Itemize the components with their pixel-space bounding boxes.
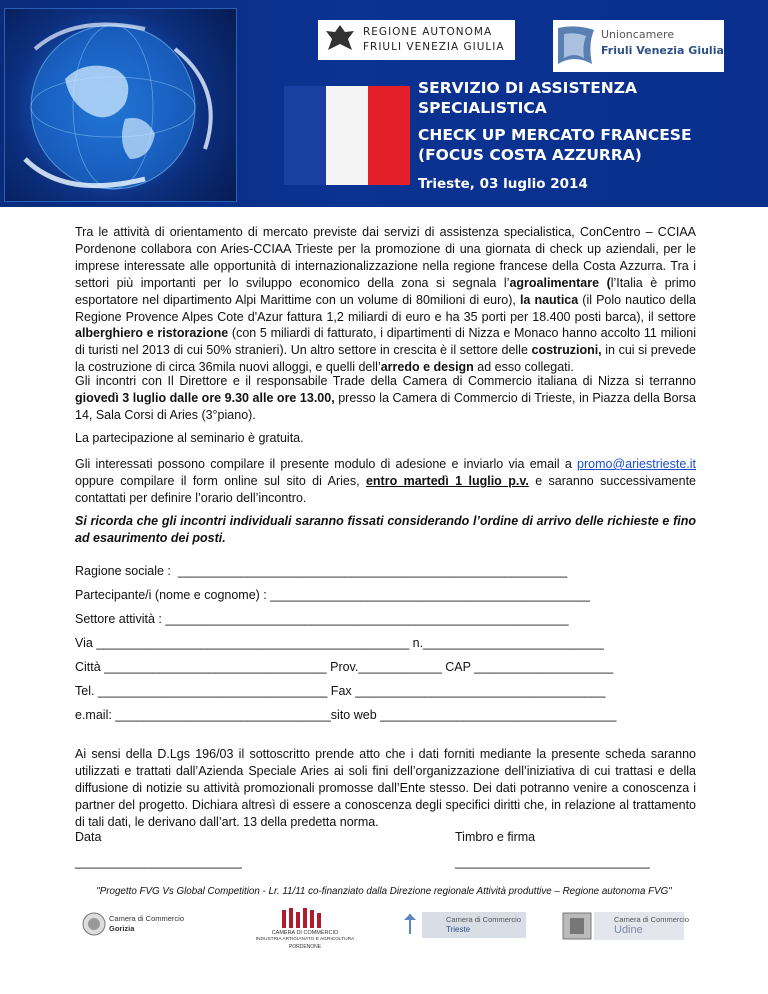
logo-cc-gorizia: Camera di Commercio Gorizia — [82, 911, 172, 937]
unioncamere-emblem-icon — [556, 24, 596, 68]
free-participation-text: La partecipazione al seminario è gratuita. — [75, 431, 304, 445]
field-settore[interactable]: Settore attività : __________________________________________________________ — [75, 612, 569, 626]
field-tel[interactable]: Tel. _________________________________ Fax ____________________________________ — [75, 684, 606, 698]
title-line-3: CHECK UP MERCATO FRANCESE — [418, 126, 692, 144]
gorizia-seal-icon — [82, 912, 106, 936]
pordenone-bars-icon — [282, 908, 326, 928]
email-link[interactable]: promo@ariestrieste.it — [577, 457, 696, 471]
udine-coat-icon — [562, 912, 592, 940]
title-line-4: (FOCUS COSTA AZZURRA) — [418, 146, 642, 164]
trieste-halberd-icon — [400, 912, 420, 936]
field-ragione-sociale[interactable]: Ragione sociale : ________________________________________________________ — [75, 564, 568, 578]
globe-image — [4, 8, 237, 202]
logo-cc-pordenone: CAMERA DI COMMERCIO INDUSTRIA ARTIGIANATO E AGRICOLTURA PORDENONE — [250, 908, 360, 954]
logo-fvg-line1: REGIONE AUTONOMA — [363, 26, 493, 38]
privacy-paragraph: Ai sensi della D.Lgs 196/03 il sottoscritto prende atto che i dati forniti mediante la presente scheda saranno utilizzati e trattati dall’Azienda Speciale Aries ai soli fini dell’organizzazione dell’iniziativa di cui trattasi e della diffusione di notizie su attività promozionali promosse dall’Ente stesso. Dei dati potranno venire a conoscenza i partner del progetto. Dichiara altresì di essere a conoscenza degli specifici diritti che, in relazione al trattamento di tali dati, le derivano dall’art. 13 della predetta norma. — [75, 747, 696, 829]
date-line[interactable]: ________________________ — [75, 855, 242, 869]
signature-label: Timbro e firma — [455, 830, 536, 844]
logo-cc-udine: Camera di Commercio Udine — [562, 912, 686, 942]
logo-uc-line1: Unioncamere — [601, 28, 675, 41]
logo-regione-fvg — [318, 20, 515, 60]
deadline-text: entro martedì 1 luglio p.v. — [365, 473, 529, 488]
logo-uc-line2: Friuli Venezia Giulia — [601, 44, 724, 57]
eagle-icon — [322, 22, 358, 58]
header-banner — [0, 0, 768, 207]
field-partecipante[interactable]: Partecipante/i (nome e cognome) : ______________________________________________ — [75, 588, 591, 602]
field-via[interactable]: Via _____________________________________________ n.__________________________ — [75, 636, 604, 650]
field-email[interactable]: e.mail: _______________________________sito web __________________________________ — [75, 708, 617, 722]
logo-cc-trieste: Camera di Commercio Trieste — [400, 912, 530, 940]
meeting-paragraph: Gli incontri con Il Direttore e il responsabile Trade della Camera di Commercio italiana di Nizza si terranno giovedì 3 luglio dalle ore 9.30 alle ore 13.00, presso la Camera di Commercio di Trieste, in Piazza della Borsa 14, Sala Corsi di Aries (3°piano). — [75, 374, 696, 422]
field-citta[interactable]: Città ________________________________ Prov.____________ CAP ____________________ — [75, 660, 614, 674]
intro-paragraph: Tra le attività di orientamento di mercato previste dai servizi di assistenza specialistica, ConCentro – CCIAA Pordenone collabora con Aries-CCIAA Trieste per la promozione di una giornata di check up aziendali, per le imprese interessate alle opportunità di internazionalizzazione nella regione francese della Costa Azzurra. Tra i settori più importanti per lo sviluppo economico della zona si segnala l’agroalimentare (l’Italia è primo esportatore nel dipartimento Alpi Marittime con un volume di 80milioni di euro), la nautica (il Polo nautico della Regione Provence Alpes Cote d'Azur fattura 1,2 miliardi di euro e ha 35 porti per 18.400 posti barca), il settore alberghiero e ristorazione (con 5 miliardi di fatturato, i dipartimenti di Nizza e Monaco hanno accolto 11 milioni di turisti nel 2013 di cui 50% stranieri). Un altro settore in crescita è il settore delle costruzioni, in cui si prevede la costruzione di circa 36mila nuovi alloggi, e quelli dell’arredo e design ad esso collegati. — [75, 225, 696, 375]
french-flag — [284, 86, 410, 185]
instructions-paragraph: Gli interessati possono compilare il presente modulo di adesione e inviarlo via email a promo@ariestrieste.it oppure compilare il form online sul sito di Aries, entro martedì 1 luglio p.v. e saranno successivamente contattati per definire l’orario dell’incontro. — [75, 457, 696, 505]
logo-fvg-line2: FRIULI VENEZIA GIULIA — [363, 41, 505, 53]
logo-unioncamere — [553, 20, 724, 72]
title-line-1: SERVIZIO DI ASSISTENZA — [418, 79, 637, 97]
signature-line[interactable]: ____________________________ — [455, 855, 650, 869]
footer-note: "Progetto FVG Vs Global Competition - Lr. 11/11 co-finanziato dalla Direzione regionale Attività produttive – Regione autonoma FVG" — [96, 886, 672, 897]
title-line-2: SPECIALISTICA — [418, 99, 547, 117]
globe-icon — [5, 9, 237, 202]
notice-paragraph: Si ricorda che gli incontri individuali saranno fissati considerando l’ordine di arrivo delle richieste e fino ad esaurimento dei posti. — [75, 514, 696, 545]
event-date: Trieste, 03 luglio 2014 — [418, 176, 588, 192]
date-label: Data — [75, 830, 102, 844]
